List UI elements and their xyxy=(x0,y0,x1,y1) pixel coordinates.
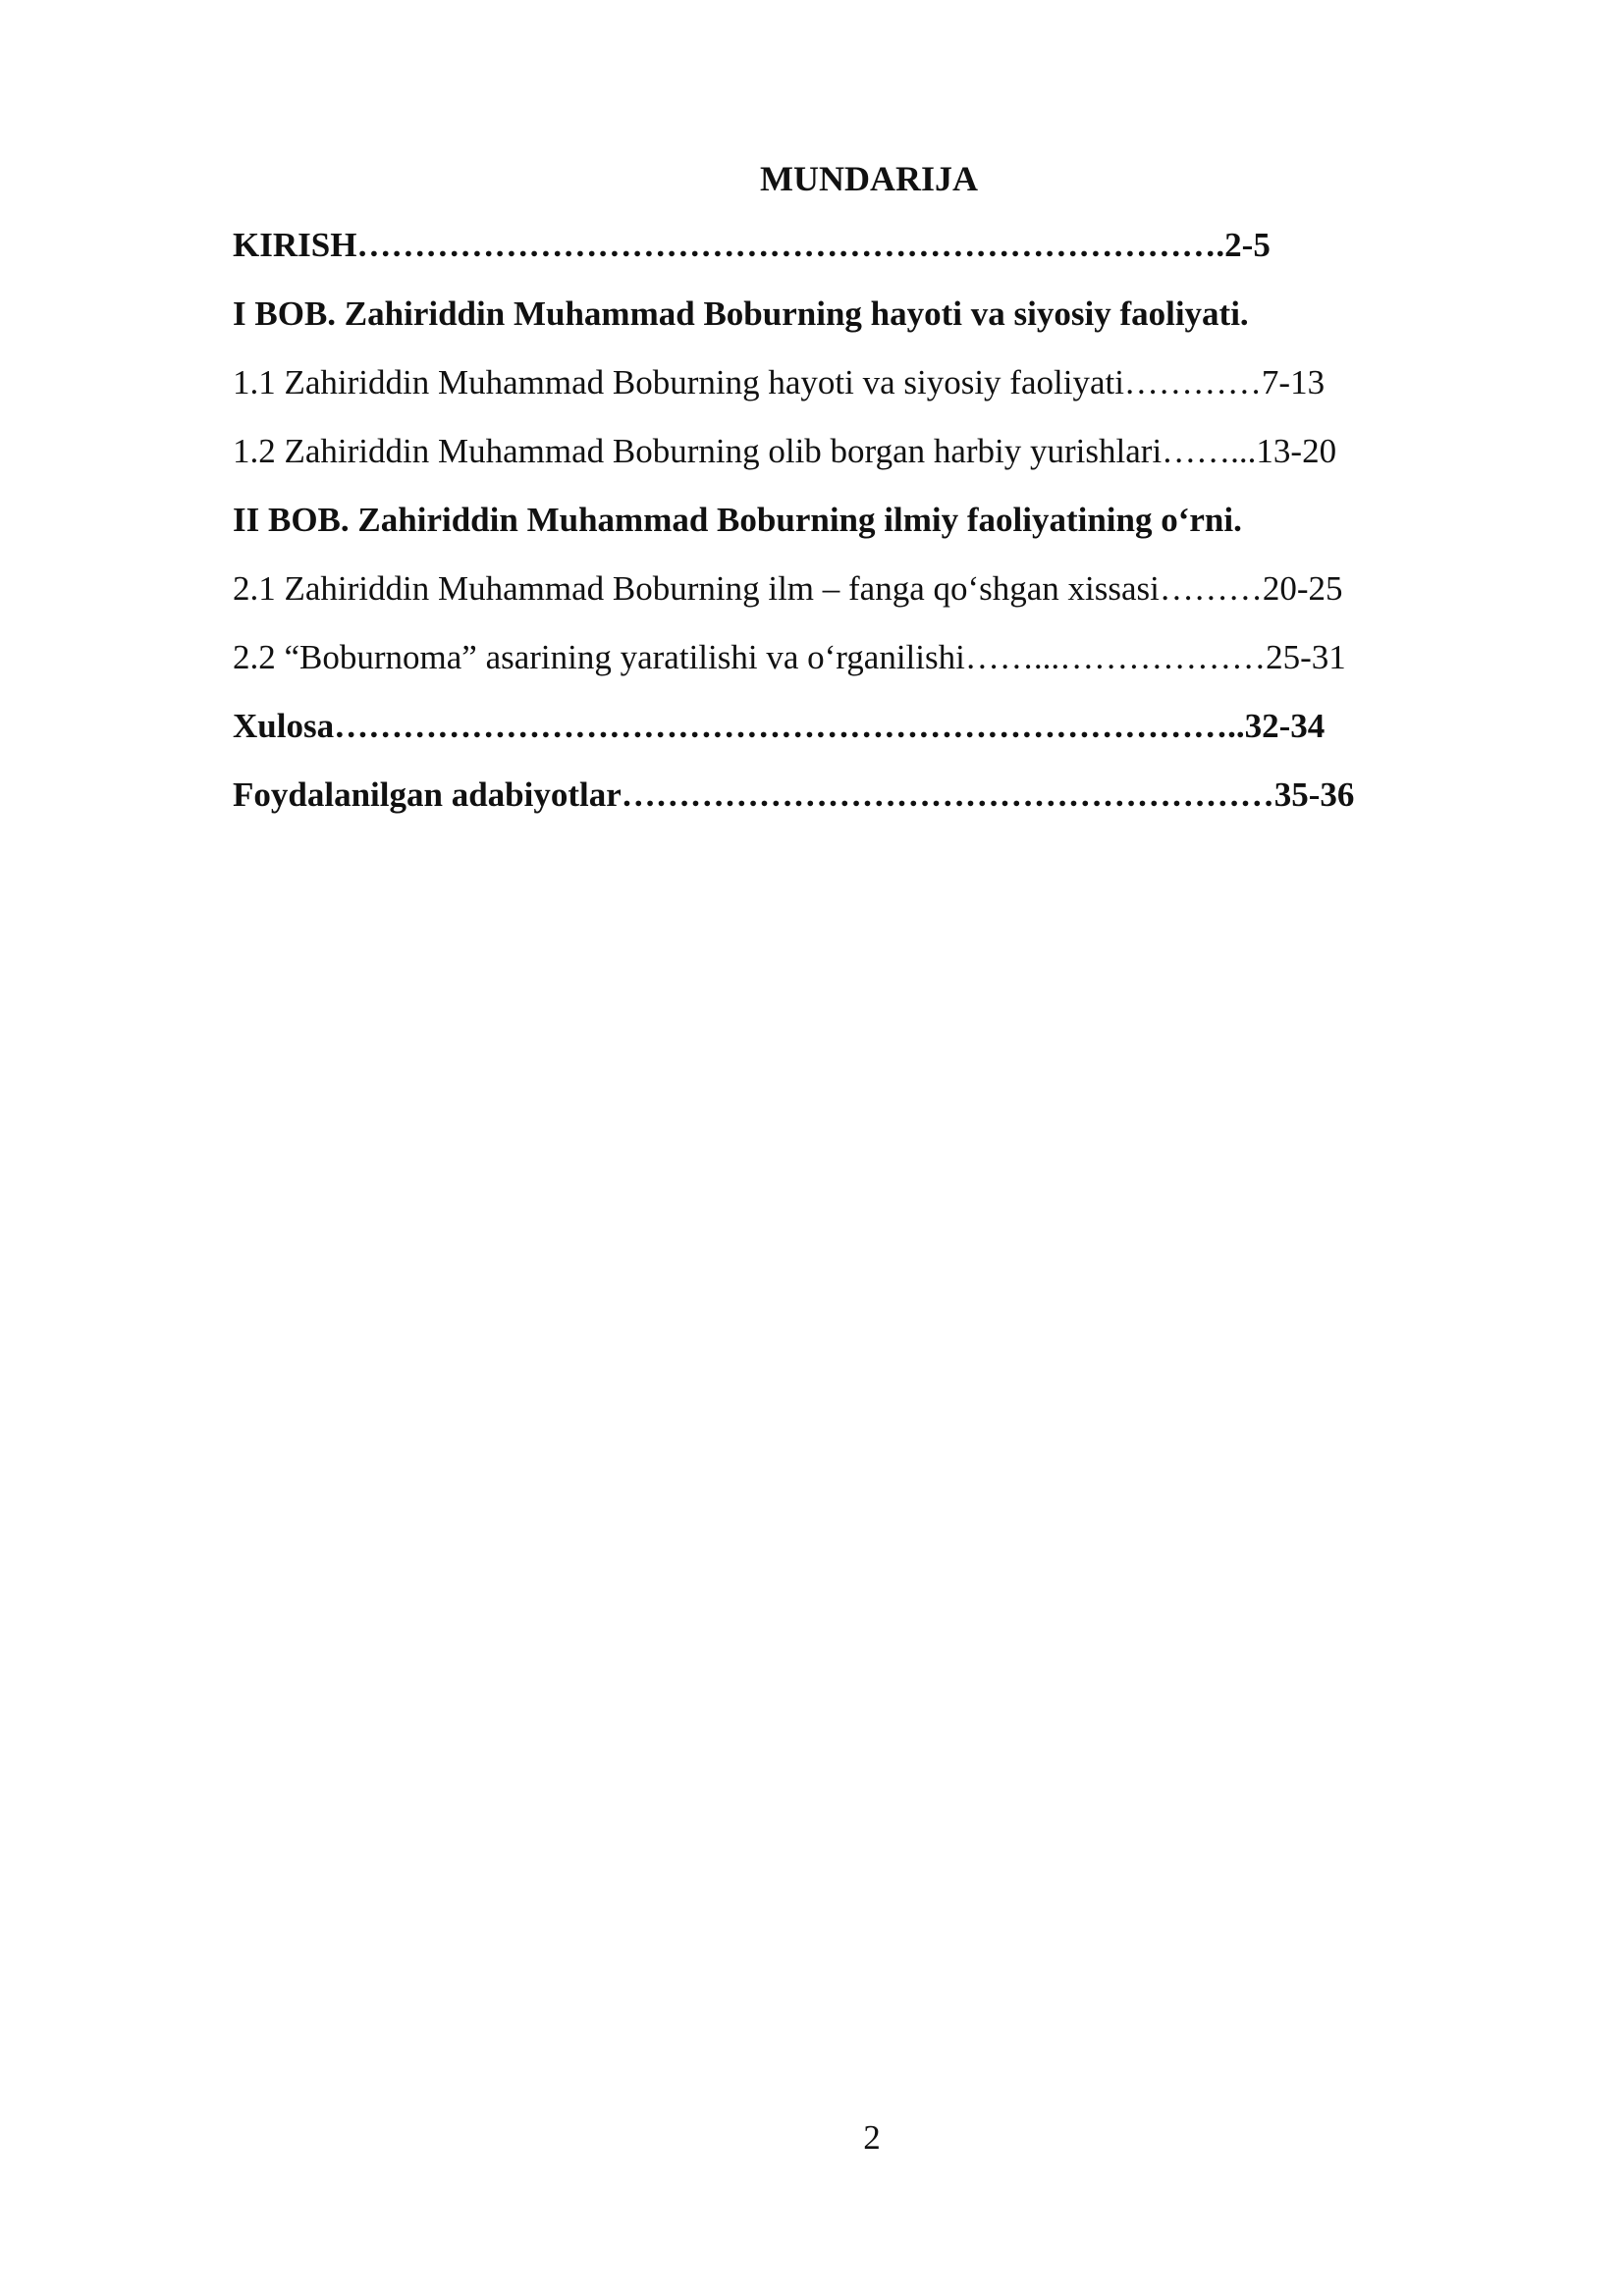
toc-entry-section-2-1: 2.1 Zahiriddin Muhammad Boburning ilm – fanga qo‘shgan xissasi………20-25 xyxy=(233,569,1343,608)
toc-entry-chapter-2: II BOB. Zahiriddin Muhammad Boburning ilmiy faoliyatining o‘rni. xyxy=(233,501,1242,539)
toc-entry-section-2-2: 2.2 “Boburnoma” asarining yaratilishi va o‘rganilishi……...………………25-31 xyxy=(233,638,1346,676)
toc-entry-section-1-1: 1.1 Zahiriddin Muhammad Boburning hayoti va siyosiy faoliyati…………7-13 xyxy=(233,363,1326,401)
page-title: MUNDARIJA xyxy=(760,159,978,198)
toc-entry-section-1-2: 1.2 Zahiriddin Muhammad Boburning olib borgan harbiy yurishlari……...13-20 xyxy=(233,432,1337,470)
toc-entry-xulosa: Xulosa……………………………………………………………………..32-34 xyxy=(233,707,1326,745)
toc-entry-bibliography: Foydalanilgan adabiyotlar…………………………………………………35-36 xyxy=(233,775,1355,814)
table-of-contents xyxy=(233,224,1509,842)
toc-entry-kirish: KIRISH………………………………………………………………….2-5 xyxy=(233,226,1271,264)
page-number: 2 xyxy=(863,2118,881,2157)
toc-entry-chapter-1: I BOB. Zahiriddin Muhammad Boburning hayoti va siyosiy faoliyati. xyxy=(233,294,1249,333)
